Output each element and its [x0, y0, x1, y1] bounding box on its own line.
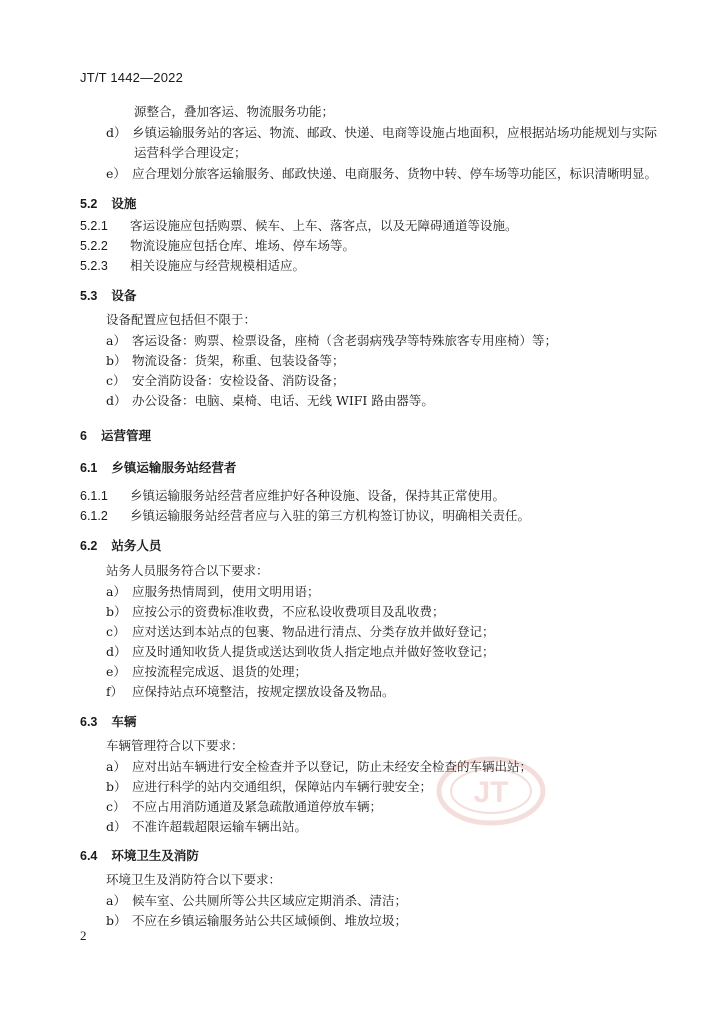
item-c-continuation: 源整合，叠加客运、物流服务功能； [134, 104, 335, 119]
list-text: 候车室、公共厕所等公共区域应定期消杀、清洁； [132, 893, 408, 908]
section-title: 站务人员 [111, 539, 162, 553]
list-marker: b） [106, 913, 127, 928]
list-item [106, 684, 395, 700]
list-marker: d） [106, 819, 127, 834]
list-item [106, 913, 407, 929]
clause-number: 6.1.1 [80, 489, 108, 503]
jt-seal-watermark-icon [436, 756, 546, 826]
section-number: 6.4 [80, 849, 98, 863]
section-heading [80, 714, 136, 730]
list-marker: a） [106, 333, 126, 348]
list-item [106, 333, 557, 349]
list-text: 应合理划分旅客运输服务、邮政快递、电商服务、货物中转、停车场等功能区，标识清晰明显。 [132, 166, 658, 181]
list-text: 客运设备：购票、检票设备，座椅（含老弱病残孕等特殊旅客专用座椅）等； [132, 333, 558, 348]
list-item [106, 393, 434, 409]
clause-number: 5.2.3 [80, 259, 108, 273]
list-item [106, 893, 407, 909]
list-text: 应按公示的资费标准收费，不应私设收费项目及乱收费； [132, 604, 445, 619]
list-marker: c） [106, 373, 126, 388]
clause-text: 物流设施应包括仓库、堆场、停车场等。 [130, 238, 356, 253]
list-item [106, 125, 657, 141]
chapter-title: 运营管理 [100, 429, 151, 443]
list-marker: e） [106, 166, 126, 181]
list-text: 应进行科学的站内交通组织，保障站内车辆行驶安全； [132, 779, 433, 794]
list-marker: a） [106, 584, 126, 599]
list-item [106, 819, 307, 835]
clause [80, 238, 355, 254]
list-text: 不应占用消防通道及紧急疏散通道停放车辆； [132, 799, 383, 814]
section-title: 环境卫生及消防 [111, 849, 199, 863]
list-text: 应按流程完成返、退货的处理； [132, 664, 308, 679]
list-text: 应及时通知收货人提货或送达到收货人指定地点并做好签收登记； [132, 644, 495, 659]
section-number: 6.2 [80, 539, 98, 553]
clause-number: 5.2.1 [80, 219, 108, 233]
svg-text:JT: JT [473, 776, 509, 809]
list-text: 乡镇运输服务站的客运、物流、邮政、快递、电商等设施占地面积，应根据站场功能规划与实际 [132, 125, 658, 140]
list-marker: b） [106, 353, 127, 368]
section-heading [80, 848, 199, 864]
list-marker: f） [106, 684, 124, 699]
list-item [106, 584, 320, 600]
list-text: 安全消防设备：安检设备、消防设备； [132, 373, 345, 388]
list-text: 应服务热情周到，使用文明用语； [132, 584, 320, 599]
clause-text: 客运设施应包括购票、候车、上车、落客点，以及无障碍通道等设施。 [130, 218, 518, 233]
list-marker: d） [106, 644, 127, 659]
paragraph: 设备配置应包括但不限于： [106, 312, 257, 327]
list-item [106, 664, 307, 680]
clause [80, 258, 305, 274]
clause-text: 乡镇运输服务站经营者应与入驻的第三方机构签订协议，明确相关责任。 [130, 508, 531, 523]
section-title: 车辆 [111, 715, 137, 729]
list-item [106, 644, 495, 660]
list-item [106, 779, 432, 795]
list-item [106, 166, 657, 182]
list-item [106, 353, 345, 369]
list-item [106, 373, 345, 389]
chapter-number: 6 [80, 429, 87, 443]
list-text: 应对出站车辆进行安全检查并予以登记，防止未经安全检查的车辆出站； [132, 759, 533, 774]
section-heading [80, 460, 236, 476]
list-marker: a） [106, 893, 126, 908]
paragraph: 环境卫生及消防符合以下要求： [106, 872, 282, 887]
list-text: 应保持站点环境整洁，按规定摆放设备及物品。 [132, 684, 395, 699]
list-marker: b） [106, 604, 127, 619]
list-text: 物流设备：货架，称重、包装设备等； [132, 353, 345, 368]
section-title: 设备 [111, 289, 137, 303]
clause [80, 218, 518, 234]
section-number: 6.1 [80, 461, 98, 475]
section-number: 5.3 [80, 289, 98, 303]
list-item [106, 604, 445, 620]
list-item [106, 799, 382, 815]
section-heading [80, 538, 161, 554]
section-heading [80, 196, 136, 212]
list-text: 不准许超载超限运输车辆出站。 [132, 819, 308, 834]
clause [80, 508, 530, 524]
list-text: 办公设备：电脑、桌椅、电话、无线 WIFI 路由器等。 [132, 393, 434, 408]
clause-text: 相关设施应与经营规模相适应。 [130, 258, 306, 273]
list-marker: d） [106, 393, 127, 408]
chapter-heading [80, 428, 151, 444]
list-item [106, 624, 495, 640]
clause [80, 488, 505, 504]
section-number: 5.2 [80, 197, 98, 211]
list-marker: e） [106, 664, 126, 679]
section-title: 乡镇运输服务站经营者 [111, 461, 237, 475]
list-marker: a） [106, 759, 126, 774]
section-heading [80, 288, 136, 304]
section-number: 6.3 [80, 715, 98, 729]
clause-number: 5.2.2 [80, 239, 108, 253]
list-text: 应对送达到本站点的包裹、物品进行清点、分类存放并做好登记； [132, 624, 495, 639]
list-marker: c） [106, 624, 126, 639]
page-number: 2 [80, 928, 87, 943]
section-title: 设施 [111, 197, 137, 211]
paragraph: 车辆管理符合以下要求： [106, 738, 244, 753]
clause-number: 6.1.2 [80, 509, 108, 523]
paragraph: 站务人员服务符合以下要求： [106, 563, 269, 578]
list-text: 不应在乡镇运输服务站公共区域倾倒、堆放垃圾； [132, 913, 408, 928]
list-marker: b） [106, 779, 127, 794]
standard-code: JT/T 1442—2022 [80, 70, 184, 85]
list-marker: d） [106, 125, 127, 140]
clause-text: 乡镇运输服务站经营者应维护好各种设施、设备，保持其正常使用。 [130, 488, 506, 503]
list-marker: c） [106, 799, 126, 814]
list-text-continuation: 运营科学合理设定； [134, 145, 247, 160]
